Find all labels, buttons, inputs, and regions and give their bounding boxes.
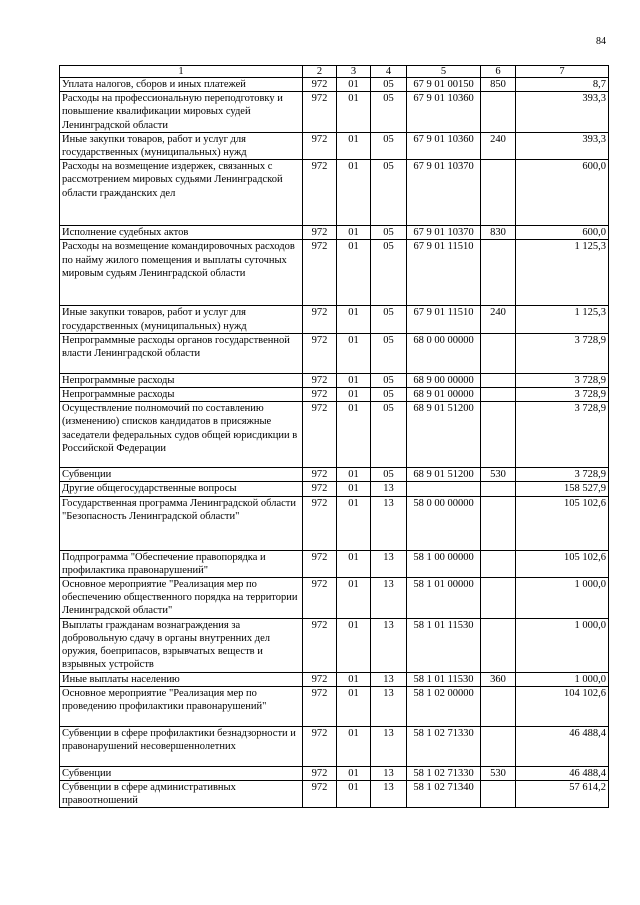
- target-article-code: 68 9 01 51200: [407, 468, 481, 482]
- row-description: Осуществление полномочий по составлению (изменению) списков кандидатов в присяжные заседатели федеральных судов общей юрисдикции в Российской Федерации: [60, 402, 303, 468]
- ministry-code: 972: [303, 78, 337, 92]
- section-code: 01: [337, 781, 371, 808]
- table-header-row: [60, 66, 609, 78]
- subsection-code: 05: [371, 388, 407, 402]
- ministry-code: 972: [303, 686, 337, 726]
- subsection-code: 05: [371, 333, 407, 373]
- row-description: Иные закупки товаров, работ и услуг для государственных (муниципальных) нужд: [60, 132, 303, 159]
- table-row: [60, 550, 609, 577]
- expense-type-code: [481, 496, 516, 550]
- row-description: Выплаты гражданам вознаграждения за добровольную сдачу в органы внутренних дел оружия, боеприпасов, взрывчатых веществ и взрывных устройств: [60, 618, 303, 672]
- subsection-code: 05: [371, 78, 407, 92]
- expense-type-code: [481, 160, 516, 226]
- section-code: 01: [337, 468, 371, 482]
- section-code: 01: [337, 226, 371, 240]
- table-row: [60, 686, 609, 726]
- row-description: Непрограммные расходы: [60, 373, 303, 387]
- expense-type-code: [481, 240, 516, 306]
- row-description: Субвенции: [60, 766, 303, 780]
- column-header: 5: [407, 66, 481, 78]
- ministry-code: 972: [303, 306, 337, 333]
- row-description: Непрограммные расходы: [60, 388, 303, 402]
- table-row: [60, 78, 609, 92]
- subsection-code: 13: [371, 686, 407, 726]
- subsection-code: 13: [371, 550, 407, 577]
- column-header: 2: [303, 66, 337, 78]
- amount-value: 104 102,6: [516, 686, 609, 726]
- section-code: 01: [337, 78, 371, 92]
- subsection-code: 05: [371, 160, 407, 226]
- table-row: [60, 726, 609, 766]
- expense-type-code: 240: [481, 132, 516, 159]
- subsection-code: 05: [371, 306, 407, 333]
- section-code: 01: [337, 482, 371, 496]
- section-code: 01: [337, 306, 371, 333]
- subsection-code: 13: [371, 781, 407, 808]
- subsection-code: 13: [371, 482, 407, 496]
- section-code: 01: [337, 240, 371, 306]
- amount-value: 393,3: [516, 132, 609, 159]
- amount-value: 600,0: [516, 226, 609, 240]
- target-article-code: 58 0 00 00000: [407, 496, 481, 550]
- table-row: [60, 333, 609, 373]
- table-row: [60, 482, 609, 496]
- row-description: Исполнение судебных актов: [60, 226, 303, 240]
- target-article-code: 68 9 01 00000: [407, 388, 481, 402]
- expense-type-code: 240: [481, 306, 516, 333]
- section-code: 01: [337, 373, 371, 387]
- amount-value: 1 125,3: [516, 240, 609, 306]
- target-article-code: 58 1 01 00000: [407, 578, 481, 619]
- table-row: [60, 468, 609, 482]
- column-header: 7: [516, 66, 609, 78]
- target-article-code: 67 9 01 00150: [407, 78, 481, 92]
- ministry-code: 972: [303, 373, 337, 387]
- ministry-code: 972: [303, 618, 337, 672]
- subsection-code: 05: [371, 92, 407, 133]
- column-header: 6: [481, 66, 516, 78]
- target-article-code: 67 9 01 10370: [407, 226, 481, 240]
- subsection-code: 13: [371, 766, 407, 780]
- target-article-code: 58 1 02 71330: [407, 726, 481, 766]
- amount-value: 105 102,6: [516, 550, 609, 577]
- table-row: [60, 578, 609, 619]
- amount-value: 8,7: [516, 78, 609, 92]
- row-description: Расходы на возмещение издержек, связанных с рассмотрением мировых судьями Ленинградской области гражданских дел: [60, 160, 303, 226]
- table-row: [60, 618, 609, 672]
- target-article-code: 67 9 01 10370: [407, 160, 481, 226]
- expense-type-code: [481, 388, 516, 402]
- row-description: Подпрограмма "Обеспечение правопорядка и профилактика правонарушений": [60, 550, 303, 577]
- target-article-code: 67 9 01 10360: [407, 132, 481, 159]
- row-description: Иные выплаты населению: [60, 672, 303, 686]
- table-row: [60, 672, 609, 686]
- expense-type-code: [481, 333, 516, 373]
- amount-value: 3 728,9: [516, 402, 609, 468]
- subsection-code: 13: [371, 496, 407, 550]
- row-description: Расходы на возмещение командировочных расходов по найму жилого помещения и выплаты суточных мировым судьям Ленинградской области: [60, 240, 303, 306]
- table-row: [60, 766, 609, 780]
- expense-type-code: [481, 686, 516, 726]
- target-article-code: 68 0 00 00000: [407, 333, 481, 373]
- column-header: 4: [371, 66, 407, 78]
- target-article-code: 58 1 01 11530: [407, 618, 481, 672]
- amount-value: 57 614,2: [516, 781, 609, 808]
- row-description: Основное мероприятие "Реализация мер по проведению профилактики правонарушений": [60, 686, 303, 726]
- target-article-code: 68 9 01 51200: [407, 402, 481, 468]
- section-code: 01: [337, 578, 371, 619]
- section-code: 01: [337, 550, 371, 577]
- amount-value: 46 488,4: [516, 766, 609, 780]
- expense-type-code: [481, 618, 516, 672]
- amount-value: 158 527,9: [516, 482, 609, 496]
- target-article-code: 67 9 01 11510: [407, 240, 481, 306]
- expense-type-code: [481, 726, 516, 766]
- subsection-code: 05: [371, 240, 407, 306]
- section-code: 01: [337, 92, 371, 133]
- section-code: 01: [337, 496, 371, 550]
- expense-type-code: [481, 482, 516, 496]
- amount-value: 1 000,0: [516, 578, 609, 619]
- section-code: 01: [337, 686, 371, 726]
- column-header: 3: [337, 66, 371, 78]
- amount-value: 46 488,4: [516, 726, 609, 766]
- section-code: 01: [337, 726, 371, 766]
- subsection-code: 05: [371, 468, 407, 482]
- target-article-code: 67 9 01 10360: [407, 92, 481, 133]
- target-article-code: 68 9 00 00000: [407, 373, 481, 387]
- amount-value: 3 728,9: [516, 373, 609, 387]
- row-description: Государственная программа Ленинградской области "Безопасность Ленинградской области": [60, 496, 303, 550]
- target-article-code: 58 1 00 00000: [407, 550, 481, 577]
- target-article-code: [407, 482, 481, 496]
- ministry-code: 972: [303, 726, 337, 766]
- amount-value: 600,0: [516, 160, 609, 226]
- expense-type-code: [481, 92, 516, 133]
- target-article-code: 58 1 02 71330: [407, 766, 481, 780]
- subsection-code: 05: [371, 132, 407, 159]
- expense-type-code: [481, 550, 516, 577]
- table-row: [60, 373, 609, 387]
- expense-type-code: 360: [481, 672, 516, 686]
- expense-type-code: 530: [481, 766, 516, 780]
- table-row: [60, 226, 609, 240]
- amount-value: 3 728,9: [516, 388, 609, 402]
- table-row: [60, 240, 609, 306]
- ministry-code: 972: [303, 92, 337, 133]
- table-row: [60, 160, 609, 226]
- row-description: Непрограммные расходы органов государственной власти Ленинградской области: [60, 333, 303, 373]
- subsection-code: 13: [371, 618, 407, 672]
- ministry-code: 972: [303, 132, 337, 159]
- subsection-code: 13: [371, 726, 407, 766]
- subsection-code: 13: [371, 578, 407, 619]
- ministry-code: 972: [303, 468, 337, 482]
- subsection-code: 05: [371, 373, 407, 387]
- section-code: 01: [337, 618, 371, 672]
- row-description: Расходы на профессиональную переподготовку и повышение квалификации мировых судей Ленинградской области: [60, 92, 303, 133]
- section-code: 01: [337, 402, 371, 468]
- section-code: 01: [337, 132, 371, 159]
- target-article-code: 67 9 01 11510: [407, 306, 481, 333]
- expense-type-code: [481, 373, 516, 387]
- budget-table: [59, 65, 609, 808]
- row-description: Уплата налогов, сборов и иных платежей: [60, 78, 303, 92]
- subsection-code: 13: [371, 672, 407, 686]
- table-row: [60, 402, 609, 468]
- ministry-code: 972: [303, 160, 337, 226]
- target-article-code: 58 1 02 00000: [407, 686, 481, 726]
- target-article-code: 58 1 01 11530: [407, 672, 481, 686]
- amount-value: 1 000,0: [516, 672, 609, 686]
- expense-type-code: 830: [481, 226, 516, 240]
- amount-value: 3 728,9: [516, 333, 609, 373]
- expense-type-code: [481, 578, 516, 619]
- table-row: [60, 496, 609, 550]
- ministry-code: 972: [303, 550, 337, 577]
- section-code: 01: [337, 672, 371, 686]
- table-row: [60, 781, 609, 808]
- row-description: Субвенции в сфере административных правоотношений: [60, 781, 303, 808]
- ministry-code: 972: [303, 482, 337, 496]
- table-row: [60, 388, 609, 402]
- ministry-code: 972: [303, 672, 337, 686]
- expense-type-code: [481, 781, 516, 808]
- amount-value: 1 125,3: [516, 306, 609, 333]
- ministry-code: 972: [303, 333, 337, 373]
- ministry-code: 972: [303, 226, 337, 240]
- section-code: 01: [337, 333, 371, 373]
- section-code: 01: [337, 160, 371, 226]
- row-description: Основное мероприятие "Реализация мер по обеспечению общественного порядка на территории Ленинградской области": [60, 578, 303, 619]
- target-article-code: 58 1 02 71340: [407, 781, 481, 808]
- section-code: 01: [337, 388, 371, 402]
- ministry-code: 972: [303, 766, 337, 780]
- expense-type-code: 530: [481, 468, 516, 482]
- expense-type-code: [481, 402, 516, 468]
- amount-value: 1 000,0: [516, 618, 609, 672]
- ministry-code: 972: [303, 578, 337, 619]
- table-row: [60, 92, 609, 133]
- amount-value: 105 102,6: [516, 496, 609, 550]
- table-row: [60, 306, 609, 333]
- expense-type-code: 850: [481, 78, 516, 92]
- row-description: Субвенции: [60, 468, 303, 482]
- ministry-code: 972: [303, 240, 337, 306]
- column-header: 1: [60, 66, 303, 78]
- ministry-code: 972: [303, 388, 337, 402]
- subsection-code: 05: [371, 226, 407, 240]
- ministry-code: 972: [303, 496, 337, 550]
- table-row: [60, 132, 609, 159]
- amount-value: 3 728,9: [516, 468, 609, 482]
- ministry-code: 972: [303, 402, 337, 468]
- amount-value: 393,3: [516, 92, 609, 133]
- row-description: Субвенции в сфере профилактики безнадзорности и правонарушений несовершеннолетних: [60, 726, 303, 766]
- subsection-code: 05: [371, 402, 407, 468]
- page-number: 84: [596, 36, 606, 47]
- section-code: 01: [337, 766, 371, 780]
- row-description: Другие общегосударственные вопросы: [60, 482, 303, 496]
- row-description: Иные закупки товаров, работ и услуг для государственных (муниципальных) нужд: [60, 306, 303, 333]
- ministry-code: 972: [303, 781, 337, 808]
